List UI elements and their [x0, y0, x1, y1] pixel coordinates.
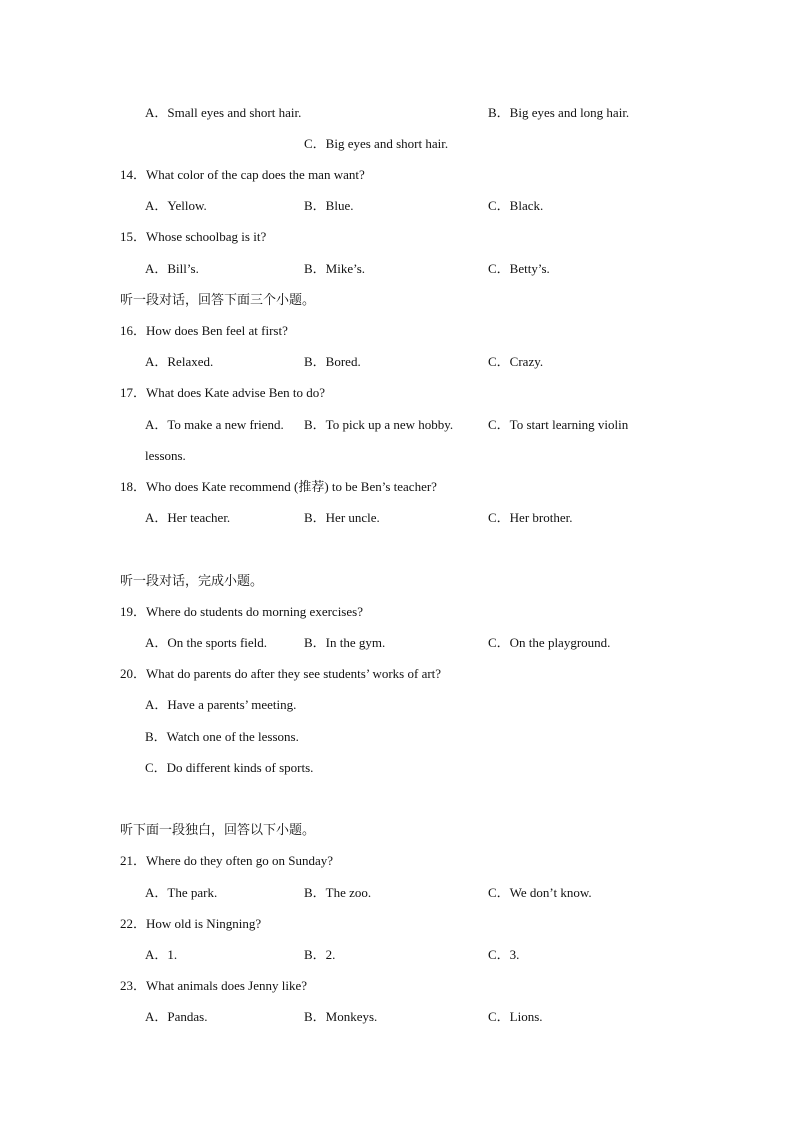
q20-option-c: C．Do different kinds of sports. — [145, 760, 314, 775]
q20-option-b: B．Watch one of the lessons. — [145, 729, 299, 744]
q17-option-c-continuation: lessons. — [145, 448, 186, 463]
q22-option-a: A．1. — [145, 947, 178, 962]
q14-question: 14．What color of the cap does the man want? — [120, 167, 365, 182]
q22-option-c: C．3. — [488, 947, 520, 962]
q13-option-c: C．Big eyes and short hair. — [304, 136, 449, 151]
q23-option-a: A．Pandas. — [145, 1009, 208, 1024]
q22-option-b: B．2. — [304, 947, 336, 962]
section-instruction-2: 听一段对话，完成小题。 — [120, 573, 264, 588]
q14-option-b: B．Blue. — [304, 198, 354, 213]
q19-option-c: C．On the playground. — [488, 635, 611, 650]
q19-option-a: A．On the sports field. — [145, 635, 268, 650]
q18-option-b: B．Her uncle. — [304, 510, 380, 525]
q19-question: 19．Where do students do morning exercises? — [120, 604, 363, 619]
q20-question: 20．What do parents do after they see students’ works of art? — [120, 666, 442, 681]
q16-option-a: A．Relaxed. — [145, 354, 214, 369]
q18-option-c: C．Her brother. — [488, 510, 573, 525]
q14-option-c: C．Black. — [488, 198, 544, 213]
q15-option-c: C．Betty’s. — [488, 261, 550, 276]
q21-question: 21．Where do they often go on Sunday? — [120, 853, 334, 868]
q22-question: 22．How old is Ningning? — [120, 916, 262, 931]
q17-question: 17．What does Kate advise Ben to do? — [120, 385, 326, 400]
q13-option-b: B．Big eyes and long hair. — [488, 105, 630, 120]
q21-option-b: B．The zoo. — [304, 885, 372, 900]
q13-option-a: A．Small eyes and short hair. — [145, 105, 302, 120]
q21-option-a: A．The park. — [145, 885, 218, 900]
q21-option-c: C．We don’t know. — [488, 885, 592, 900]
q20-option-a: A．Have a parents’ meeting. — [145, 697, 297, 712]
q23-option-b: B．Monkeys. — [304, 1009, 378, 1024]
q23-option-c: C．Lions. — [488, 1009, 543, 1024]
q17-option-c: C．To start learning violin — [488, 417, 629, 432]
q23-question: 23．What animals does Jenny like? — [120, 978, 308, 993]
q15-question: 15．Whose schoolbag is it? — [120, 229, 267, 244]
section-instruction-1: 听一段对话，回答下面三个小题。 — [120, 292, 316, 307]
q15-option-b: B．Mike’s. — [304, 261, 366, 276]
q15-option-a: A．Bill’s. — [145, 261, 199, 276]
q16-option-c: C．Crazy. — [488, 354, 544, 369]
q18-question: 18．Who does Kate recommend (推荐) to be Ben’s teacher? — [120, 479, 437, 494]
q19-option-b: B．In the gym. — [304, 635, 386, 650]
q14-option-a: A．Yellow. — [145, 198, 207, 213]
q18-option-a: A．Her teacher. — [145, 510, 231, 525]
q16-question: 16．How does Ben feel at first? — [120, 323, 288, 338]
section-instruction-3: 听下面一段独白，回答以下小题。 — [120, 822, 316, 837]
q16-option-b: B．Bored. — [304, 354, 361, 369]
q17-option-a: A．To make a new friend. — [145, 417, 284, 432]
q17-option-b: B．To pick up a new hobby. — [304, 417, 454, 432]
